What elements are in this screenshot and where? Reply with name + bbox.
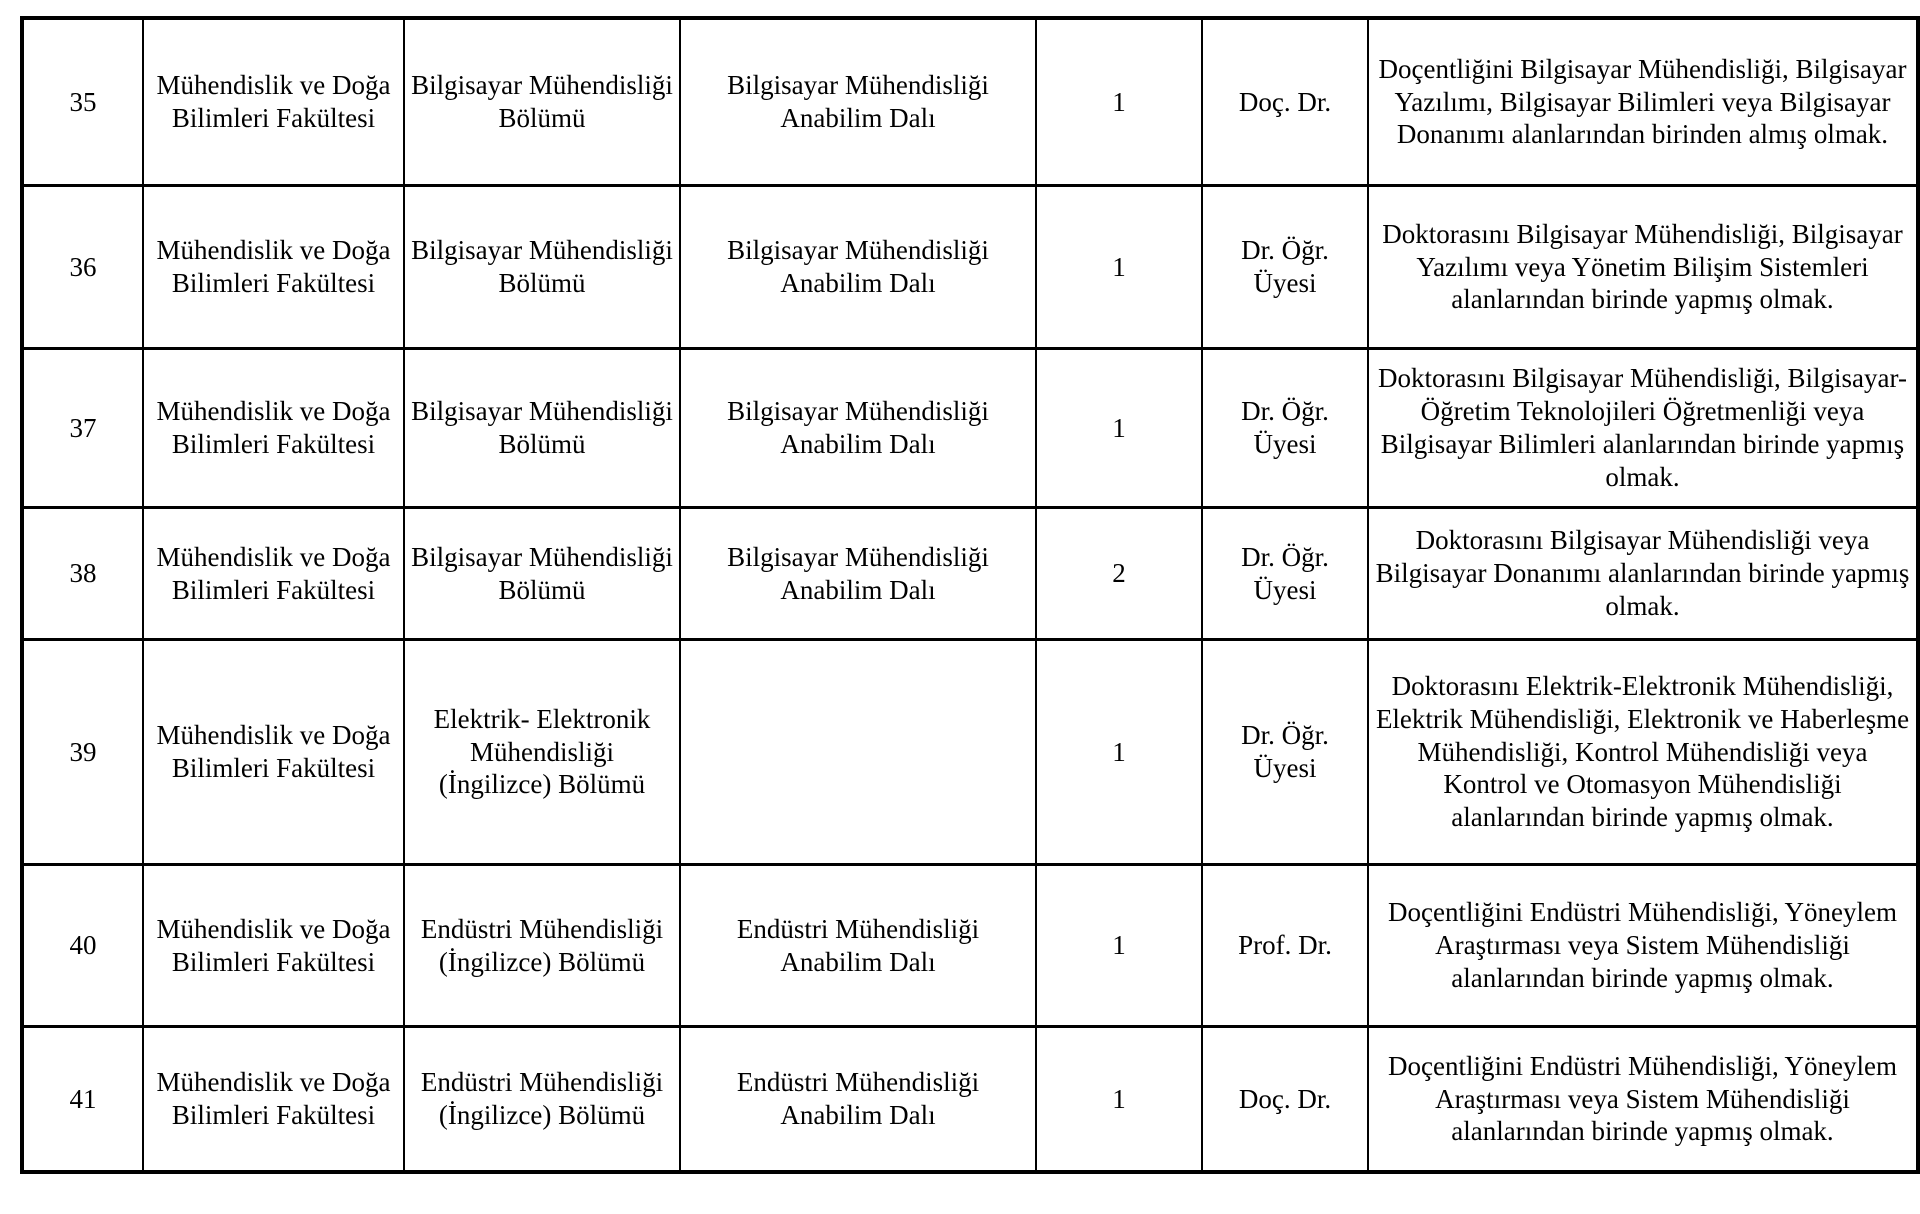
cell-requirement: Doçentliğini Endüstri Mühendisliği, Yöneylem Araştırması veya Sistem Mühendisliği alanlarından birinde yapmış olmak.: [1368, 1027, 1918, 1173]
cell-requirement: Doktorasını Elektrik-Elektronik Mühendisliği, Elektrik Mühendisliği, Elektronik ve Haberleşme Mühendisliği, Kontrol Mühendisliği veya Kontrol ve Otomasyon Mühendisliği alanlarından birinde yapmış olmak.: [1368, 640, 1918, 865]
cell-division: Endüstri Mühendisliği Anabilim Dalı: [680, 865, 1036, 1027]
table-row: [22, 349, 1918, 508]
cell-title: Prof. Dr.: [1202, 865, 1368, 1027]
cell-row-number: 40: [22, 865, 143, 1027]
cell-faculty: Mühendislik ve Doğa Bilimleri Fakültesi: [143, 1027, 404, 1173]
cell-title: Dr. Öğr. Üyesi: [1202, 186, 1368, 349]
cell-title: Dr. Öğr. Üyesi: [1202, 349, 1368, 508]
cell-requirement: Doktorasını Bilgisayar Mühendisliği, Bilgisayar-Öğretim Teknolojileri Öğretmenliği veya Bilgisayar Bilimleri alanlarından birinde yapmış olmak.: [1368, 349, 1918, 508]
cell-faculty: Mühendislik ve Doğa Bilimleri Fakültesi: [143, 640, 404, 865]
table-body: [22, 18, 1918, 1172]
cell-department: Bilgisayar Mühendisliği Bölümü: [404, 349, 680, 508]
cell-requirement: Doçentliğini Endüstri Mühendisliği, Yöneylem Araştırması veya Sistem Mühendisliği alanlarından birinde yapmış olmak.: [1368, 865, 1918, 1027]
cell-count: 2: [1036, 508, 1202, 640]
cell-requirement: Doktorasını Bilgisayar Mühendisliği, Bilgisayar Yazılımı veya Yönetim Bilişim Sistemleri alanlarından birinde yapmış olmak.: [1368, 186, 1918, 349]
cell-department: Endüstri Mühendisliği (İngilizce) Bölümü: [404, 865, 680, 1027]
cell-faculty: Mühendislik ve Doğa Bilimleri Fakültesi: [143, 349, 404, 508]
cell-faculty: Mühendislik ve Doğa Bilimleri Fakültesi: [143, 865, 404, 1027]
cell-row-number: 35: [22, 18, 143, 186]
cell-division: [680, 640, 1036, 865]
table-row: [22, 186, 1918, 349]
cell-count: 1: [1036, 186, 1202, 349]
cell-department: Bilgisayar Mühendisliği Bölümü: [404, 186, 680, 349]
cell-title: Doç. Dr.: [1202, 18, 1368, 186]
cell-count: 1: [1036, 640, 1202, 865]
table-row: [22, 18, 1918, 186]
cell-faculty: Mühendislik ve Doğa Bilimleri Fakültesi: [143, 508, 404, 640]
cell-title: Dr. Öğr. Üyesi: [1202, 640, 1368, 865]
table-row: [22, 865, 1918, 1027]
cell-requirement: Doktorasını Bilgisayar Mühendisliği veya Bilgisayar Donanımı alanlarından birinde yapmış olmak.: [1368, 508, 1918, 640]
cell-division: Bilgisayar Mühendisliği Anabilim Dalı: [680, 18, 1036, 186]
cell-row-number: 39: [22, 640, 143, 865]
cell-division: Bilgisayar Mühendisliği Anabilim Dalı: [680, 186, 1036, 349]
cell-count: 1: [1036, 1027, 1202, 1173]
cell-title: Dr. Öğr. Üyesi: [1202, 508, 1368, 640]
cell-row-number: 37: [22, 349, 143, 508]
table-row: [22, 508, 1918, 640]
cell-division: Bilgisayar Mühendisliği Anabilim Dalı: [680, 349, 1036, 508]
cell-row-number: 36: [22, 186, 143, 349]
table-row: [22, 640, 1918, 865]
cell-faculty: Mühendislik ve Doğa Bilimleri Fakültesi: [143, 18, 404, 186]
cell-requirement: Doçentliğini Bilgisayar Mühendisliği, Bilgisayar Yazılımı, Bilgisayar Bilimleri veya Bilgisayar Donanımı alanlarından birinden almış olmak.: [1368, 18, 1918, 186]
table-row: [22, 1027, 1918, 1173]
cell-division: Endüstri Mühendisliği Anabilim Dalı: [680, 1027, 1036, 1173]
cell-department: Bilgisayar Mühendisliği Bölümü: [404, 508, 680, 640]
cell-row-number: 41: [22, 1027, 143, 1173]
academic-positions-table: [20, 16, 1920, 1174]
cell-department: Bilgisayar Mühendisliği Bölümü: [404, 18, 680, 186]
cell-row-number: 38: [22, 508, 143, 640]
cell-count: 1: [1036, 349, 1202, 508]
cell-count: 1: [1036, 18, 1202, 186]
cell-department: Elektrik- Elektronik Mühendisliği (İngilizce) Bölümü: [404, 640, 680, 865]
cell-count: 1: [1036, 865, 1202, 1027]
cell-department: Endüstri Mühendisliği (İngilizce) Bölümü: [404, 1027, 680, 1173]
cell-division: Bilgisayar Mühendisliği Anabilim Dalı: [680, 508, 1036, 640]
cell-title: Doç. Dr.: [1202, 1027, 1368, 1173]
cell-faculty: Mühendislik ve Doğa Bilimleri Fakültesi: [143, 186, 404, 349]
